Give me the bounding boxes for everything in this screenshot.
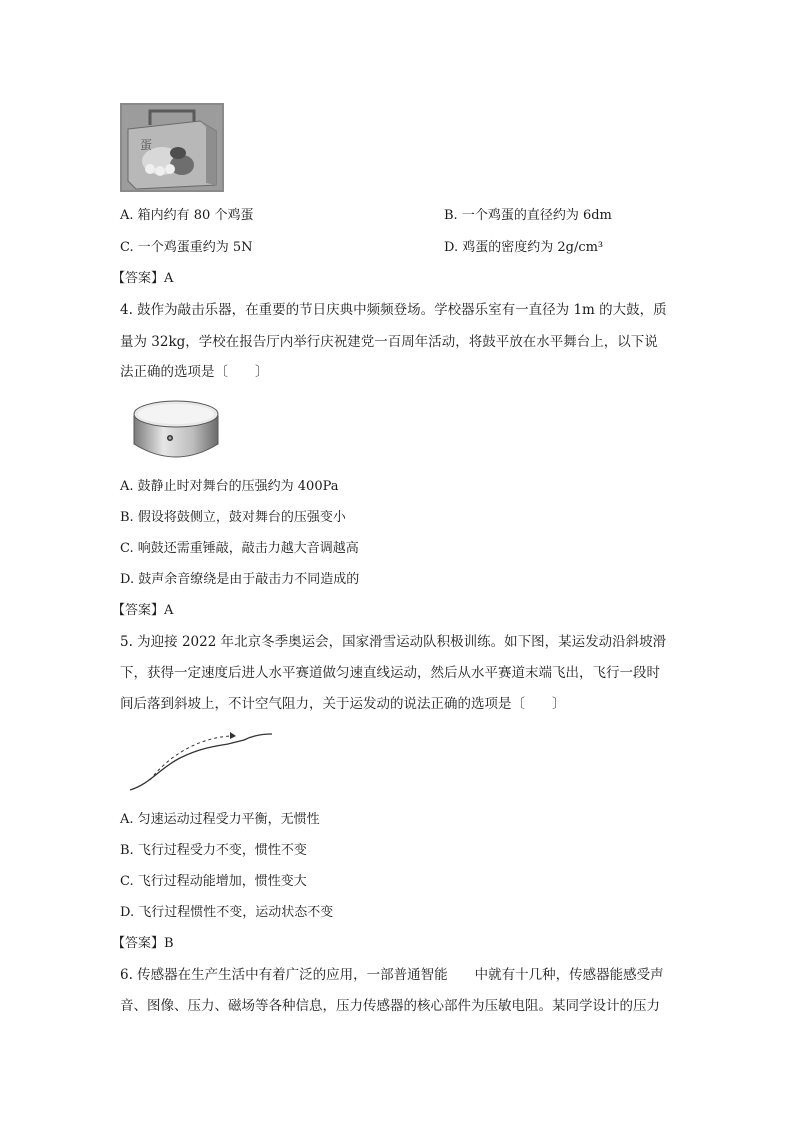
q4-answer: 【答案】A	[112, 603, 174, 618]
q5-stem-line-3: 间后落到斜坡上，不计空气阻力，关于运发动的说法正确的选项是〔 〕	[120, 696, 566, 712]
q5-stem-line-2: 下，获得一定速度后进人水平赛道做匀速直线运动，然后从水平赛道末端飞出，飞行一段时	[120, 665, 660, 681]
q5-stem-line-1: 5. 为迎接 2022 年北京冬季奥运会，国家滑雪运动队积极训练。如下图，某运发动沿斜坡滑	[120, 634, 667, 650]
q6-stem-line-2: 音、图像、压力、磁场等各种信息，压力传感器的核心部件为压敏电阻。某同学设计的压力	[120, 998, 660, 1014]
q4-stem-line-1: 4. 鼓作为敲击乐器，在重要的节日庆典中频频登场。学校器乐室有一直径为 1m 的大鼓，质	[120, 302, 667, 318]
drum-image	[128, 398, 224, 466]
egg-box-photo	[120, 103, 224, 192]
q3-option-b: B. 一个鸡蛋的直径约为 6dm	[444, 208, 612, 223]
ski-slope-diagram	[120, 724, 280, 796]
q5-option-c: C. 飞行过程动能增加，惯性变大	[120, 874, 307, 889]
q4-stem-line-3: 法正确的选项是〔 〕	[120, 364, 269, 380]
q3-answer: 【答案】A	[112, 271, 174, 286]
q5-option-d: D. 飞行过程惯性不变，运动状态不变	[120, 905, 334, 920]
svg-text:蛋: 蛋	[140, 138, 153, 152]
q3-option-c: C. 一个鸡蛋重约为 5N	[120, 240, 253, 255]
q4-option-b: B. 假设将鼓侧立，鼓对舞台的压强变小	[120, 510, 346, 525]
q5-answer: 【答案】B	[112, 936, 174, 951]
q4-option-a: A. 鼓静止时对舞台的压强约为 400Pa	[120, 479, 339, 494]
q4-option-d: D. 鼓声余音缭绕是由于敲击力不同造成的	[120, 572, 360, 587]
q4-option-c: C. 响鼓还需重锤敲，敲击力越大音调越高	[120, 541, 359, 556]
q5-option-b: B. 飞行过程受力不变，惯性不变	[120, 843, 307, 858]
q5-option-a: A. 匀速运动过程受力平衡，无惯性	[120, 812, 320, 827]
q6-stem-line-1: 6. 传感器在生产生活中有着广泛的应用，一部普通智能 中就有十几种，传感器能感受声	[120, 967, 664, 983]
q3-option-d: D. 鸡蛋的密度约为 2g/cm³	[444, 240, 604, 255]
q4-stem-line-2: 量为 32kg，学校在报告厅内举行庆祝建党一百周年活动，将鼓平放在水平舞台上，以下说	[120, 334, 658, 350]
q3-option-a: A. 箱内约有 80 个鸡蛋	[120, 208, 254, 223]
